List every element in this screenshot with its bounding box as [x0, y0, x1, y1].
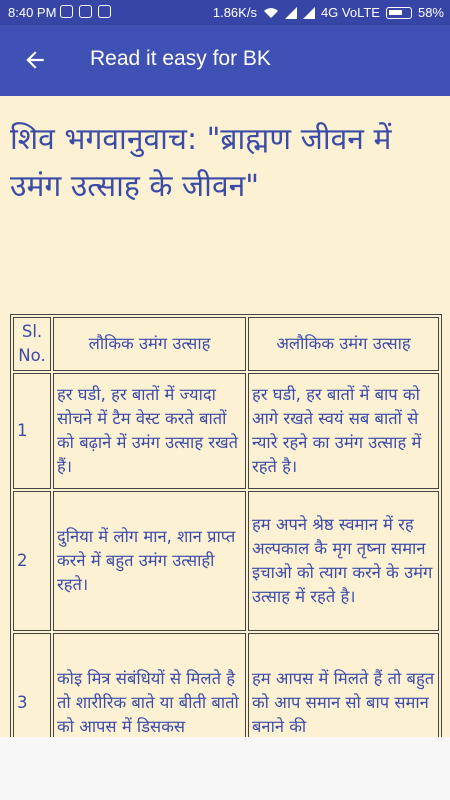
notification-icons — [60, 5, 111, 18]
bottom-nav-area — [0, 737, 450, 800]
status-time: 8:40 PM — [8, 5, 57, 20]
row-alaukik: हर घडी, हर बातों में बाप को आगे रखते स्वयं सब बातों से न्यारे रहने का उमंग उत्साह में रहते है। — [248, 373, 439, 489]
app-bar — [0, 25, 450, 96]
network-type: 4G VoLTE — [320, 5, 380, 20]
header-laukik: लौकिक उमंग उत्साह — [53, 317, 246, 371]
row-laukik: कोइ मित्र संबंधियों से मिलते है तो शारीरिक बाते या बीती बातो को आपस में डिसकस — [53, 633, 246, 737]
article-content[interactable] — [0, 96, 450, 737]
signal-icon — [285, 7, 297, 19]
network-speed: 1.86K/s — [212, 5, 257, 20]
table-row — [13, 491, 439, 631]
table-row — [13, 373, 439, 489]
battery-icon — [386, 7, 412, 19]
signal-icon — [303, 7, 315, 19]
row-alaukik: हम आपस में मिलते हैं तो बहुत को आप समान सो बाप समान बनाने की — [248, 633, 439, 737]
row-alaukik: हम अपने श्रेष्ठ स्वमान में रह अल्पकाल कै मृग तृष्ना समान इचाओ को त्याग करने के उमंग उत्साह में रहते है। — [248, 491, 439, 631]
row-sl: 1 — [13, 373, 51, 489]
row-sl: 3 — [13, 633, 51, 737]
table-row — [13, 633, 439, 737]
status-right — [213, 5, 444, 20]
back-arrow-icon[interactable] — [22, 47, 48, 73]
row-laukik: दुनिया में लोग मान, शान प्राप्त करने में बहुत उमंग उत्साही रहते। — [53, 491, 246, 631]
table-header-row — [13, 317, 439, 371]
comparison-table — [10, 314, 442, 737]
header-sl-no: Sl. No. — [13, 317, 51, 371]
android-icon — [79, 5, 92, 18]
app-title: Read it easy for BK — [90, 47, 271, 70]
android-icon — [98, 5, 111, 18]
header-alaukik: अलौकिक उमंग उत्साह — [248, 317, 439, 371]
row-laukik: हर घडी, हर बातों में ज्यादा सोचने में टैम वेस्ट करते बातों को बढ़ाने में उमंग उत्साह रखते हैं। — [53, 373, 246, 489]
status-bar — [0, 0, 450, 25]
battery-level: 58% — [417, 5, 444, 20]
usb-icon — [60, 5, 73, 18]
row-sl: 2 — [13, 491, 51, 631]
wifi-icon — [263, 7, 279, 19]
article-heading: शिव भगवानुवाच: "ब्राह्मण जीवन में उमंग उत्साह के जीवन" — [10, 122, 392, 204]
